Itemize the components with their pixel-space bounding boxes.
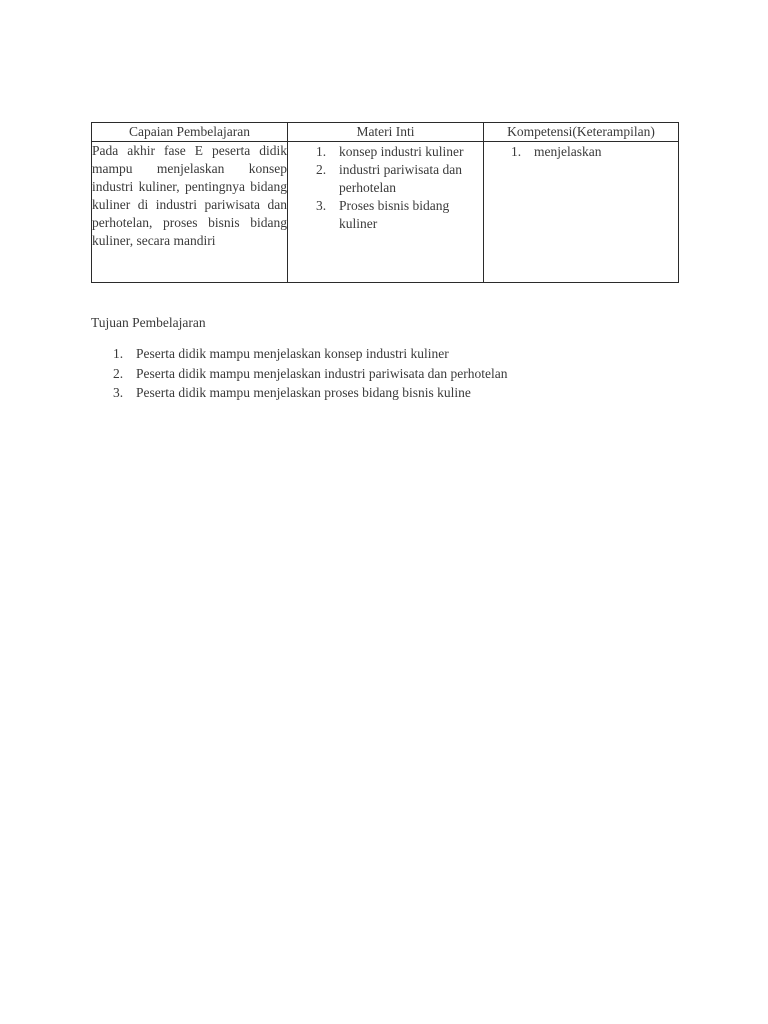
materi-inti-list	[288, 143, 483, 233]
list-item	[288, 161, 483, 197]
learning-outcomes-table	[91, 122, 679, 283]
list-item-text: industri pariwisata dan perhotelan	[339, 162, 462, 195]
list-number: 2.	[316, 162, 327, 177]
list-item-text: Peserta didik mampu menjelaskan industri pariwisata dan perhotelan	[136, 365, 508, 381]
table-header-row	[92, 123, 679, 142]
list-item	[91, 364, 691, 384]
list-item	[288, 143, 483, 161]
capaian-pembelajaran-text: Pada akhir fase E peserta didik mampu menjelaskan konsep industri kuliner, pentingnya bidang kuliner di industri pariwisata dan perhotelan, proses bisnis bidang kuliner, secara mandiri	[92, 143, 287, 248]
kompetensi-list	[484, 143, 678, 161]
list-item-text: Peserta didik mampu menjelaskan proses bidang bisnis kuline	[136, 385, 471, 400]
list-item	[91, 344, 691, 364]
header-kompetensi: Kompetensi(Keterampilan)	[484, 123, 679, 142]
list-number: 1.	[511, 144, 522, 159]
list-item	[484, 143, 678, 161]
list-item	[91, 383, 691, 403]
list-item-text: Proses bisnis bidang kuliner	[339, 198, 450, 231]
list-item-text: menjelaskan	[534, 144, 602, 159]
header-materi-inti: Materi Inti	[288, 123, 484, 142]
tujuan-pembelajaran-list	[91, 344, 691, 403]
list-item-text: Peserta didik mampu menjelaskan konsep industri kuliner	[136, 346, 449, 361]
materi-inti-cell	[288, 142, 484, 283]
list-item	[288, 197, 483, 233]
list-item-text: konsep industri kuliner	[339, 144, 464, 159]
list-number: 2.	[113, 365, 124, 381]
kompetensi-cell	[484, 142, 679, 283]
table-row	[92, 142, 679, 283]
tujuan-pembelajaran-heading: Tujuan Pembelajaran	[91, 315, 206, 330]
list-number: 3.	[316, 198, 327, 213]
list-number: 1.	[113, 346, 124, 361]
list-number: 3.	[113, 385, 124, 400]
list-number: 1.	[316, 144, 327, 159]
header-capaian-pembelajaran: Capaian Pembelajaran	[92, 123, 288, 142]
capaian-pembelajaran-cell	[92, 142, 288, 283]
